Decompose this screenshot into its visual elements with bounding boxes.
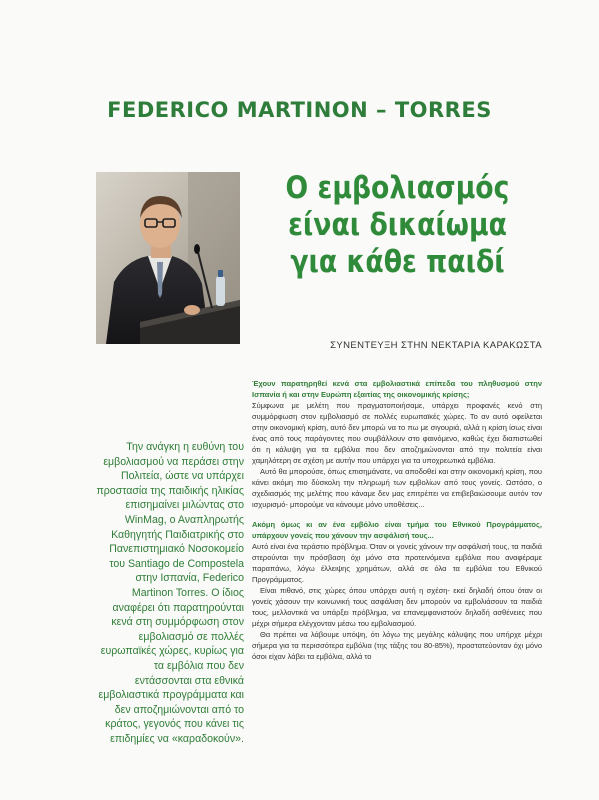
headline-line-1: Ο εμβολιασμός	[285, 170, 510, 206]
answer-1-paragraph-1: Σύμφωνα με μελέτη που πραγματοποιήσαμε, υπάρχει προφανές κενό στη συμμόρφωση στον εμβολιασμό σε πολλές ευρωπαϊκές χώρες. Το αν αυτό οφείλεται στην οικονομική κρίση, αυτό δεν μπορώ να το πω με σιγουριά, αλλά η κρίση ίσως είναι ένας από τους παράγοντες που συμβάλλουν στο φαινόμενο, καθώς έχει διαπιστωθεί ότι η κάλυψη για τα εμβόλια που δεν αποζημιώνονται από την πολιτεία είναι χαμηλότερη σε σχέση με αυτήν που υπάρχει για τα υποχρεωτικά εμβόλια.	[252, 401, 542, 465]
answer-1-paragraph-2: Αυτό θα μπορούσε, όπως επισημάνατε, να αποδοθεί και στην οικονομική κρίση, που κάνει ακόμη πιο δύσκολη την πληρωμή των εμβολίων από τους γονείς. Ωστόσο, ο σχεδιασμός της μελέτης που κάναμε δεν μας επιτρέπει να επιβεβαιώσουμε αυτόν τον ισχυρισμό- μπορούμε να κάνουμε μόνο υποθέσεις...	[252, 467, 542, 509]
interviewee-name: FEDERICO MARTINON – TORRES	[107, 98, 492, 122]
question-1: Έχουν παρατηρηθεί κενά στα εμβολιαστικά επίπεδα του πληθυσμού στην Ισπανία ή και στην Ευρώπη εξαιτίας της οικονομικής κρίσης;	[252, 379, 542, 399]
headline-line-3: για κάθε παιδί	[290, 244, 505, 280]
headline-line-2: είναι δικαίωμα	[288, 207, 507, 243]
answer-2-paragraph-1: Αυτό είναι ένα τεράστιο πρόβλημα. Όταν οι γονείς χάνουν την ασφάλισή τους, τα παιδιά στερούνται την πρόσβαση όχι μόνο στα προτεινόμενα εμβόλια που αναφέραμε παραπάνω, λόγω έλλειψης χρημάτων, αλλά σε όλα τα εμβόλια του Εθνικού Προγράμματος.	[252, 542, 542, 584]
interview-byline: ΣΥΝΕΝΤΕΥΞΗ ΣΤΗΝ ΝΕΚΤΑΡΙΑ ΚΑΡΑΚΩΣΤΑ	[330, 340, 542, 351]
article-body	[252, 378, 542, 662]
answer-2-paragraph-3: Θα πρέπει να λάβουμε υπόψη, ότι λόγω της μεγάλης κάλυψης που υπήρχε μέχρι σήμερα για τα περισσότερα εμβόλια (της τάξης του 80-85%), προστατεύονταν όχι μόνο όσοι είχαν λάβει τα εμβόλια, αλλά το	[252, 630, 542, 661]
pull-quote: Την ανάγκη η ευθύνη του εμβολιασμού να περάσει στην Πολιτεία, ώστε να υπάρχει προστασία της παιδικής ηλικίας επισημαίνει μιλώντας στο WinMag, ο Αναπληρωτής Καθηγητής Παιδιατρικής στο Πανεπιστημιακό Νοσοκομείο του Santiago de Compostela στην Ισπανία, Federico Martinon Torres. Ο ίδιος αναφέρει ότι παρατηρούνται κενά στη συμμόρφωση στον εμβολιασμό σε πολλές ευρωπαϊκές χώρες, κυρίως για τα εμβόλια που δεν εντάσσονται στα εθνικά εμβολιαστικά προγράμματα και δεν αποζημιώνονται από το κράτος, γεγονός που κάνει τις επιδημίες να «καραδοκούν».	[96, 441, 244, 745]
interviewee-photo	[96, 172, 240, 344]
question-2: Ακόμη όμως κι αν ένα εμβόλιο είναι τμήμα του Εθνικού Προγράμματος, υπάρχουν γονείς που χάνουν την ασφάλισή τους...	[252, 520, 542, 540]
article-headline	[271, 170, 525, 281]
answer-2-paragraph-2: Είναι πιθανό, στις χώρες όπου υπάρχει αυτή η σχέση- εκεί δηλαδή όπου όταν οι γονείς χάσουν την κοινωνική τους ασφάλιση δεν μπορούν να εμβολιάσουν τα παιδιά τους, μελλοντικά να υπάρξει πρόβλημα, να επανεμφανιστούν δηλαδή ασθένειες που μέχρι σήμερα ελέγχονταν μέσω του εμβολιασμού.	[252, 586, 542, 628]
